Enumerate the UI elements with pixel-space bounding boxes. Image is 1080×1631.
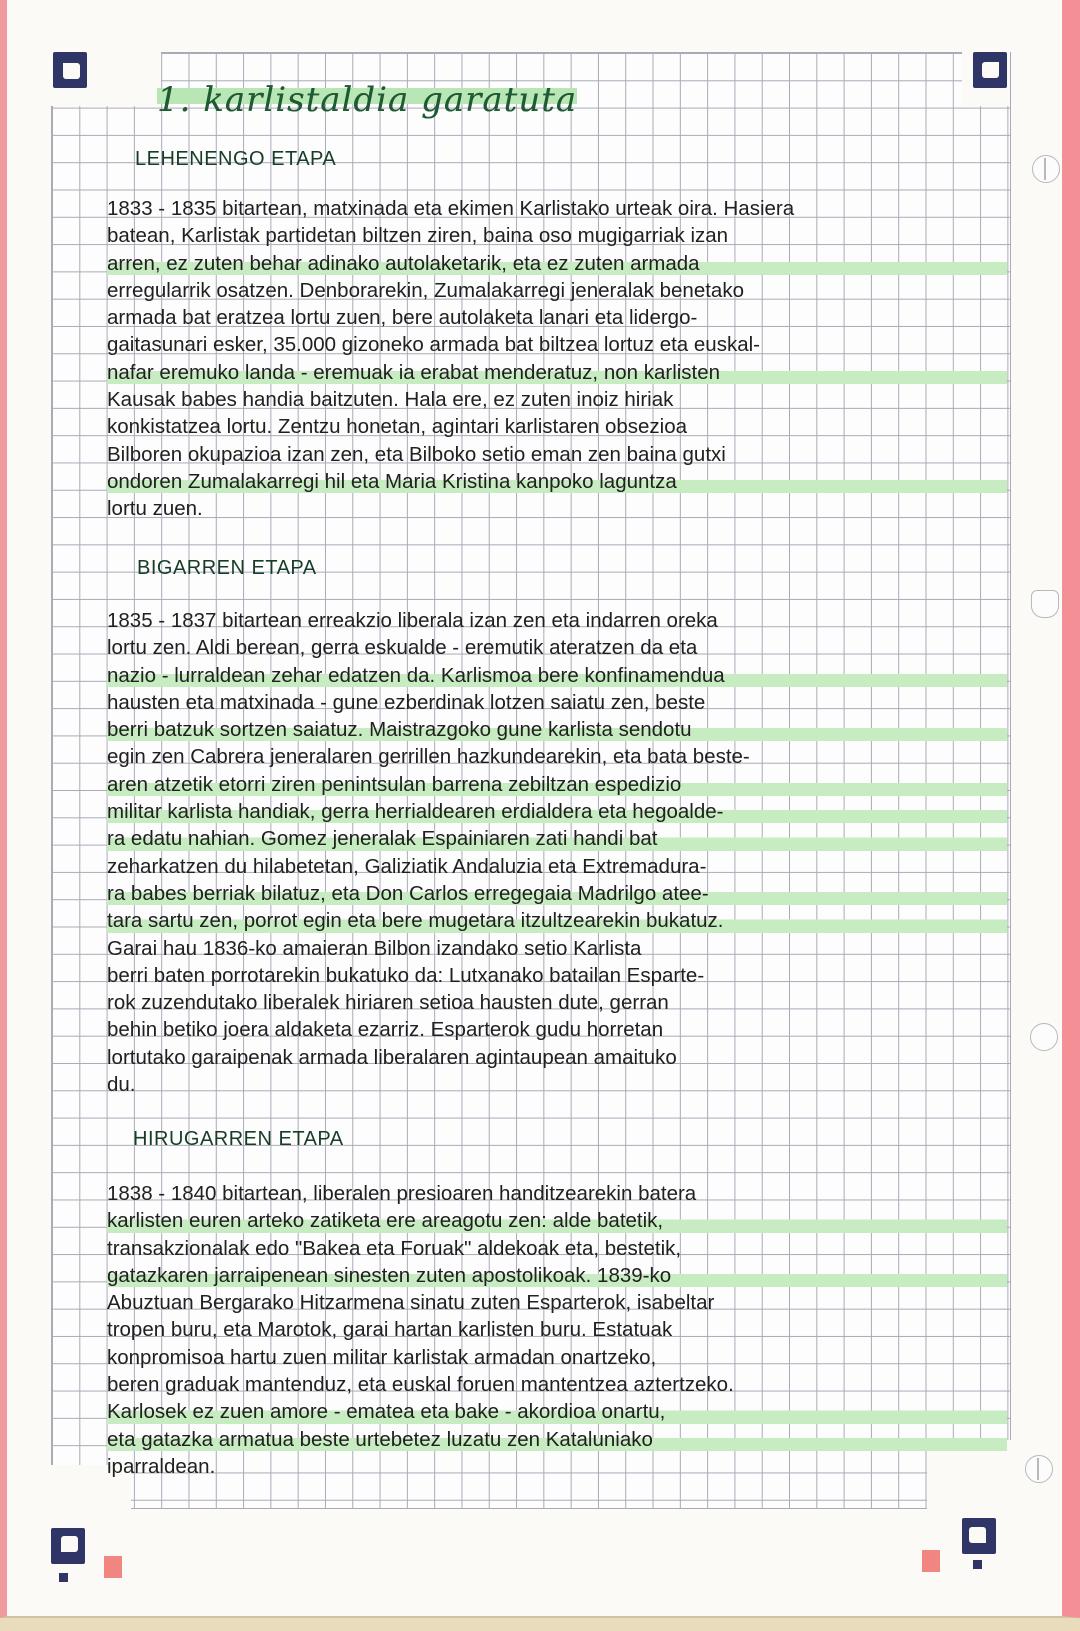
text-line: gatazkaren jarraipenean sinesten zuten apostolikoak. 1839-ko	[107, 1262, 1007, 1289]
text-line: Karlosek ez zuen amore - ematea eta bake - akordioa onartu,	[107, 1398, 1007, 1425]
text-line: gaitasunari esker, 35.000 gizoneko armada bat biltzea lortuz eta euskal-	[107, 333, 760, 357]
text-line: armada bat eratzea lortu zuen, bere autolaketa lanari eta lidergo-	[107, 306, 698, 330]
marker-dot-icon	[973, 1560, 982, 1569]
text-line: 1833 - 1835 bitartean, matxinada eta ekimen Karlistako urteak oira. Hasiera	[107, 197, 795, 220]
text-line: batean, Karlistak partidetan biltzen ziren, baina oso mugigarriak izan	[107, 224, 729, 248]
punch-hole-icon	[1025, 1455, 1053, 1483]
text-line: Abuztuan Bergarako Hitzarmena sinatu zuten Esparterok, isabeltar	[107, 1291, 715, 1315]
text-line: konpromisoa hartu zuen militar karlistak armadan onartzeko,	[107, 1345, 657, 1369]
pink-marker-icon	[104, 1556, 122, 1578]
text-line: aren atzetik etorri ziren penintsulan barrena zebiltzan espedizio	[107, 771, 1007, 798]
text-line: berri baten porrotarekin bukatuko da: Lutxanako batailan Esparte-	[107, 963, 705, 987]
text-line: ra edatu nahian. Gomez jeneralak Espainiaren zati handi bat	[107, 825, 1007, 852]
text-line: transakzionalak edo "Bakea eta Foruak" aldekoak eta, bestetik,	[107, 1236, 682, 1260]
text-line: Kausak babes handia baitzuten. Hala ere, ez zuten inoiz hiriak	[107, 388, 674, 412]
text-line: karlisten euren arteko zatiketa ere areagotu zen: alde batetik,	[107, 1207, 1007, 1234]
text-line: erregularrik osatzen. Denborarekin, Zumalakarregi jeneralak benetako	[107, 278, 744, 302]
corner-mark-top-left-icon	[53, 52, 87, 88]
text-line: iparraldean.	[107, 1454, 216, 1478]
punch-hole-icon	[1031, 590, 1059, 618]
section-body	[107, 1180, 1007, 1480]
punch-hole-icon	[1032, 155, 1060, 183]
corner-mark-bottom-left-icon	[51, 1528, 85, 1564]
text-line: tara sartu zen, porrot egin eta bere mugetara itzultzearekin bukatuz.	[107, 907, 1007, 934]
text-line: Garai hau 1836-ko amaieran Bilbon izandako setio Karlista	[107, 936, 642, 960]
text-line: behin betiko joera aldaketa ezarriz. Esparterok gudu horretan	[107, 1018, 664, 1042]
text-line: arren, ez zuten behar adinako autolaketarik, eta ez zuten armada	[107, 250, 1007, 277]
text-line: tropen buru, eta Marotok, garai hartan karlisten buru. Estatuak	[107, 1318, 673, 1342]
section-heading: BIGARREN ETAPA	[137, 557, 317, 579]
text-line: lortu zuen.	[107, 497, 203, 521]
section-body	[107, 607, 1007, 1098]
pink-marker-icon	[922, 1550, 940, 1572]
section-heading: LEHENENGO ETAPA	[135, 148, 337, 170]
punch-hole-icon	[1030, 1023, 1058, 1051]
text-line: militar karlista handiak, gerra herrialdearen erdialdera eta hegoalde-	[107, 798, 1007, 825]
text-line: lortu zen. Aldi berean, gerra eskualde - eremutik ateratzen da eta	[107, 636, 698, 660]
text-line: lortutako garaipenak armada liberalaren agintaupean amaituko	[107, 1045, 677, 1069]
text-line: eta gatazka armatua beste urtebetez luzatu zen Kataluniako	[107, 1426, 1007, 1453]
text-line: du.	[107, 1073, 136, 1097]
text-line: egin zen Cabrera jeneralaren gerrillen hazkundearekin, eta bata beste-	[107, 745, 750, 769]
text-line: nafar eremuko landa - eremuak ia erabat menderatuz, non karlisten	[107, 359, 1007, 386]
text-line: berri batzuk sortzen saiatuz. Maistrazgoko gune karlista sendotu	[107, 716, 1007, 743]
text-line: 1838 - 1840 bitartean, liberalen presioaren handitzearekin batera	[107, 1182, 697, 1205]
text-line: zeharkatzen du hilabetetan, Galiziatik Andaluzia eta Extremadura-	[107, 854, 707, 878]
corner-mark-bottom-right-icon	[962, 1518, 996, 1554]
text-line: ondoren Zumalakarregi hil eta Maria Kristina kanpoko laguntza	[107, 468, 1007, 495]
text-line: Bilboren okupazioa izan zen, eta Bilboko setio eman zen baina gutxi	[107, 442, 726, 466]
corner-mark-top-right-icon	[973, 52, 1007, 88]
page-title: 1. karlistaldia garatuta	[157, 80, 578, 120]
text-line: rok zuzendutako liberalek hiriaren setioa hausten dute, gerran	[107, 991, 669, 1015]
marker-dot-icon	[59, 1573, 68, 1582]
text-line: konkistatzea lortu. Zentzu honetan, agintari karlistaren obsezioa	[107, 415, 688, 439]
text-line: nazio - lurraldean zehar edatzen da. Karlismoa bere konfinamendua	[107, 662, 1007, 689]
text-line: 1835 - 1837 bitartean erreakzio liberala izan zen eta indarren oreka	[107, 609, 718, 632]
section-heading: HIRUGARREN ETAPA	[133, 1128, 344, 1150]
text-line: beren graduak mantenduz, eta euskal foruen mantentzea aztertzeko.	[107, 1373, 734, 1397]
section-body	[107, 195, 1007, 523]
text-line: ra babes berriak bilatuz, eta Don Carlos erregegaia Madrilgo atee-	[107, 880, 1007, 907]
text-line: hausten eta matxinada - gune ezberdinak lotzen saiatu zen, beste	[107, 690, 706, 714]
